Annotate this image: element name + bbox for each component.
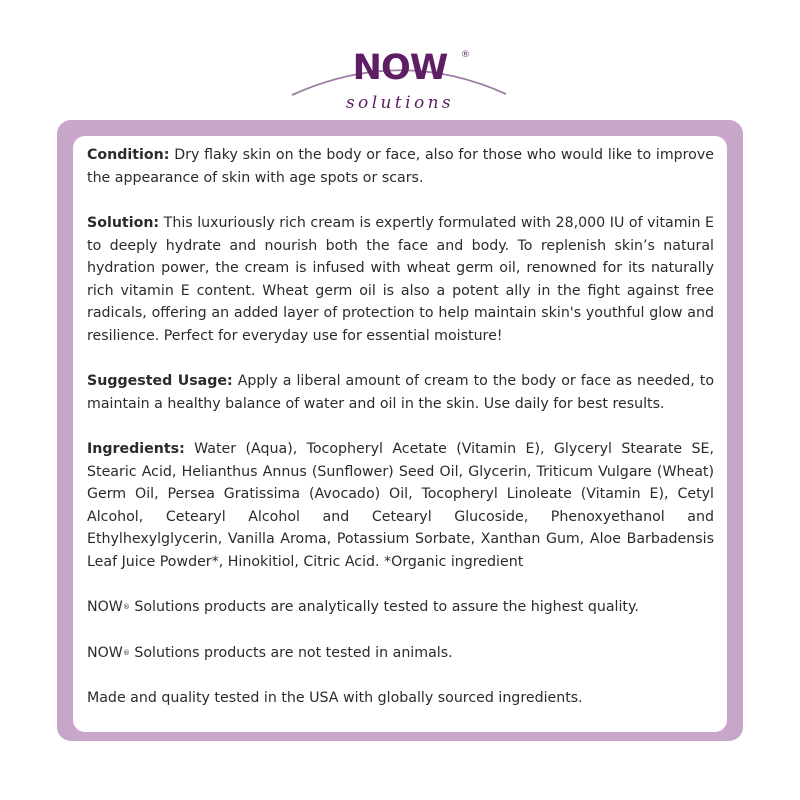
usage-section — [87, 370, 714, 415]
usage-text: Apply a liberal amount of cream to the body or face as needed, to maintain a healthy balance of water and oil in the skin. Use daily for best results. — [87, 373, 714, 412]
brand-logo — [280, 40, 520, 120]
animals-registered-mark: ® — [122, 648, 130, 657]
solution-section — [87, 212, 714, 347]
condition-text: Dry flaky skin on the body or face, also for those who would like to improve the appearance of skin with age spots or scars. — [87, 147, 714, 186]
solution-text: This luxuriously rich cream is expertly formulated with 28,000 IU of vitamin E to deeply hydrate and nourish both the face and body. To replenish skin’s natural hydration power, the cream is infused with wheat germ oil, renowned for its naturally rich vitamin E content. Wheat germ oil is also a potent ally in the fight against free radicals, offering an added layer of protection to help maintain skin's youthful glow and resilience. Perfect for everyday use for essential moisture! — [87, 215, 714, 344]
product-info — [87, 144, 714, 733]
animals-text: Solutions products are not tested in animals. — [129, 644, 453, 661]
solution-label: Solution: — [87, 215, 160, 231]
logo-wordmark: NOW — [352, 48, 448, 88]
animals-note — [87, 642, 714, 665]
tested-note — [87, 596, 714, 619]
tested-registered-mark: ® — [122, 603, 130, 611]
tested-text: Solutions products are analytically tested to assure the highest quality. — [129, 599, 639, 615]
usage-label: Suggested Usage: — [87, 373, 233, 389]
animals-brand: NOW — [87, 644, 123, 661]
ingredients-text: Water (Aqua), Tocopheryl Acetate (Vitamin E), Glyceryl Stearate SE, Stearic Acid, Helianthus Annus (Sunflower) Seed Oil, Glycerin, Triticum Vulgare (Wheat) Germ Oil, Persea Gratissima (Avocado) Oil, Tocopheryl Linoleate (Vitamin E), Cetyl Alcohol, Cetearyl Alcohol and Cetearyl Glucoside, Phenoxyethanol and Ethylhexylglycerin, Vanilla Aroma, Potassium Sorbate, Xanthan Gum, Aloe Barbadensis Leaf Juice Powder*, Hinokitiol, Citric Acid. *Organic ingredient — [87, 441, 714, 570]
logo-registered-mark: ® — [461, 50, 470, 60]
ingredients-section — [87, 438, 714, 573]
logo-subtitle: solutions — [345, 93, 455, 113]
tested-brand: NOW — [87, 599, 123, 615]
made-note: Made and quality tested in the USA with globally sourced ingredients. — [87, 690, 583, 706]
ingredients-label: Ingredients: — [87, 441, 185, 457]
condition-label: Condition: — [87, 147, 170, 163]
condition-section — [87, 144, 714, 189]
